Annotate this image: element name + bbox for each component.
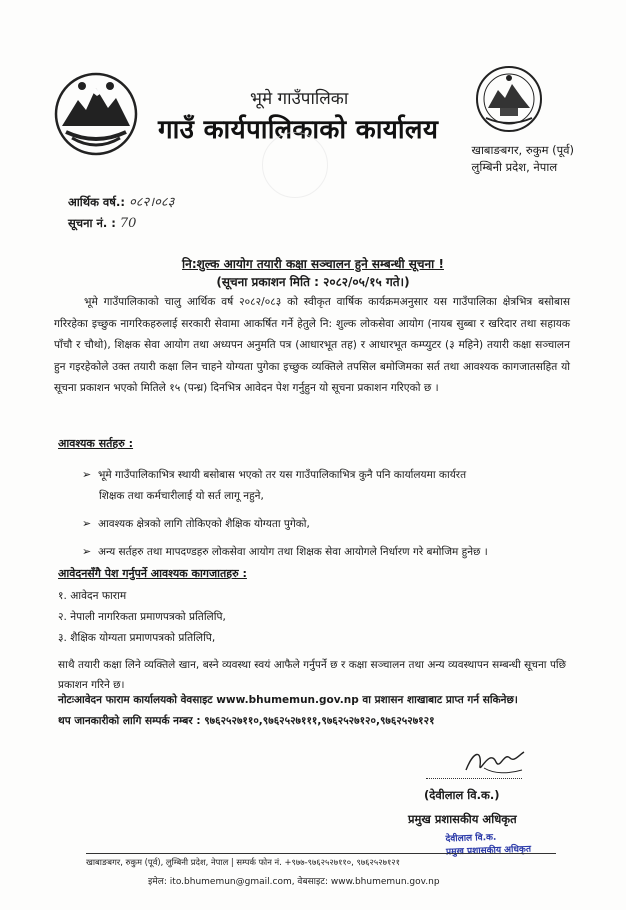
- fiscal-year-label: आर्थिक वर्ष.:: [68, 195, 125, 209]
- notice-number-label: सूचना नं. :: [68, 216, 116, 230]
- document-item: १. आवेदन फाराम: [58, 590, 127, 602]
- arrow-bullet-icon: ➢: [82, 517, 92, 530]
- condition-text-1-cont: शिक्षक तथा कर्मचारीलाई यो सर्त लागू नहुने,: [99, 490, 264, 502]
- notice-number-value: 70: [119, 216, 137, 231]
- closing-paragraph: साथै तयारी कक्षा लिने व्यक्तिले खान, बस्ने व्यवस्था स्वयं आफैले गर्नुपर्ने छ र कक्षा सञ्चालन तथा अन्य व्यवस्थापन सम्बन्धी सूचना पछि प्रकाशन गरिने छ।: [58, 659, 566, 691]
- nepal-government-emblem-icon: [52, 70, 140, 158]
- condition-text-3: अन्य सर्तहरु तथा मापदण्डहरु लोकसेवा आयोग तथा शिक्षक सेवा आयोगले निर्धारण गरे बमोजिम हुनेछ ।: [98, 546, 488, 558]
- footer-divider: [86, 853, 556, 854]
- document-item: ३. शैक्षिक योग्यता प्रमाणपत्रको प्रतिलिपि,: [58, 632, 216, 644]
- condition-item-1: [82, 464, 466, 507]
- notice-subject: [0, 255, 626, 291]
- condition-text-1: भूमे गाउँपालिकाभित्र स्थायी बसोबास भएको तर यस गाउँपालिकाभित्र कुनै पनि कार्यालयमा कार्यरत: [98, 469, 467, 481]
- handwritten-signature: [460, 740, 530, 780]
- stamp-name: देवीलाल वि.क.: [445, 832, 497, 845]
- publication-date: (सूचना प्रकाशन मिति : २०८२/०५/१५ गते।): [216, 275, 410, 289]
- contact-numbers: थप जानकारीको लागि सम्पर्क नम्बर : ९७६२५२७११०,९७६२५२७१११,९७६२५२७१२०,९७६२५२७१२१: [58, 715, 435, 727]
- signatory-name: (देवीलाल वि.क.): [424, 788, 500, 802]
- municipality-logo-icon: [474, 64, 544, 134]
- address-line-2: लुम्बिनी प्रदेश, नेपाल: [471, 160, 558, 174]
- office-address: [472, 142, 574, 176]
- arrow-bullet-icon: ➢: [82, 545, 92, 558]
- office-title: गाउँ कार्यपालिकाको कार्यालय: [158, 115, 439, 145]
- official-stamp: [445, 831, 532, 872]
- conditions-heading: आवश्यक सर्तहरु :: [58, 437, 134, 450]
- documents-heading: आवेदनसँगै पेश गर्नुपर्ने आवश्यक कागजातहरु :: [58, 567, 247, 580]
- condition-item-2: [82, 513, 310, 535]
- municipality-name: भूमे गाउँपालिका: [250, 89, 349, 109]
- document-item: २. नेपाली नागरिकता प्रमाणपत्रको प्रतिलिपि,: [58, 611, 226, 623]
- signature-line: [426, 778, 522, 779]
- address-line-1: खाबाङबगर, रुकुम (पूर्व): [471, 143, 574, 157]
- condition-text-2: आवश्यक क्षेत्रको लागि तोकिएको शैक्षिक योग्यता पुगेको,: [98, 518, 310, 530]
- faint-seal: [262, 132, 328, 198]
- footer-contact: इमेल: ito.bhumemun@gmail.com, वेबसाइट: www.bhumemun.gov.np: [148, 877, 440, 887]
- footer-address: खाबाङबगर, रुकुम (पूर्व), लुम्बिनी प्रदेश, नेपाल | सम्पर्क फोन नं. +९७७-९७६२५२७११०, ९७६२५२७१२१: [86, 857, 401, 867]
- stamp-post: प्रमुख प्रशासकीय अधिकृत: [445, 844, 532, 858]
- documents-list: [58, 586, 226, 649]
- note-text: नोटःआवेदन फाराम कार्यालयको वेवसाइट www.bhumemun.gov.np वा प्रशासन शाखाबाट प्राप्त गर्न सकिनेछ।: [58, 694, 518, 706]
- arrow-bullet-icon: ➢: [82, 468, 92, 481]
- notice-meta: [68, 192, 174, 234]
- fiscal-year-value: ०८२।०८३: [128, 195, 175, 210]
- subject-title: नि:शुल्क आयोग तयारी कक्षा सञ्चालन हुने सम्बन्धी सूचना !: [182, 257, 444, 271]
- condition-item-3: [82, 541, 488, 563]
- body-text: [54, 292, 570, 400]
- signatory-post: प्रमुख प्रशासकीय अधिकृत: [408, 812, 517, 826]
- body-paragraph: भूमे गाउँपालिकाको चालु आर्थिक वर्ष २०८२/०८३ को स्वीकृत वार्षिक कार्यक्रमअनुसार यस गाउँपालिका क्षेत्रभित्र बसोबास गरिरहेका इच्छुक नागरिकहरुलाई सरकारी सेवामा आकर्षित गर्ने हेतुले नि: शुल्क लोकसेवा आयोग (नायब सुब्बा र खरिदार तथा सहायक पाँचौ र चौथो), शिक्षक सेवा आयोग तथा अध्यपन अनुमति पत्र (आधारभूत तह) र आधारभूत कम्प्युटर (३ महिने) तयारी कक्षा सञ्चालन हुन गइरहेकोले उक्त तयारी कक्षा लिन चाहने योग्यता पुगेका इच्छुक व्यक्तिले तपसिल बमोजिमका सर्त तथा आवश्यक कागजातसहित यो सूचना प्रकाशन भएको मितिले १५ (पन्ध्र) दिनभित्र आवेदन पेश गर्नुहुन यो सूचना प्रकाशन गरिएको छ ।: [54, 296, 570, 394]
